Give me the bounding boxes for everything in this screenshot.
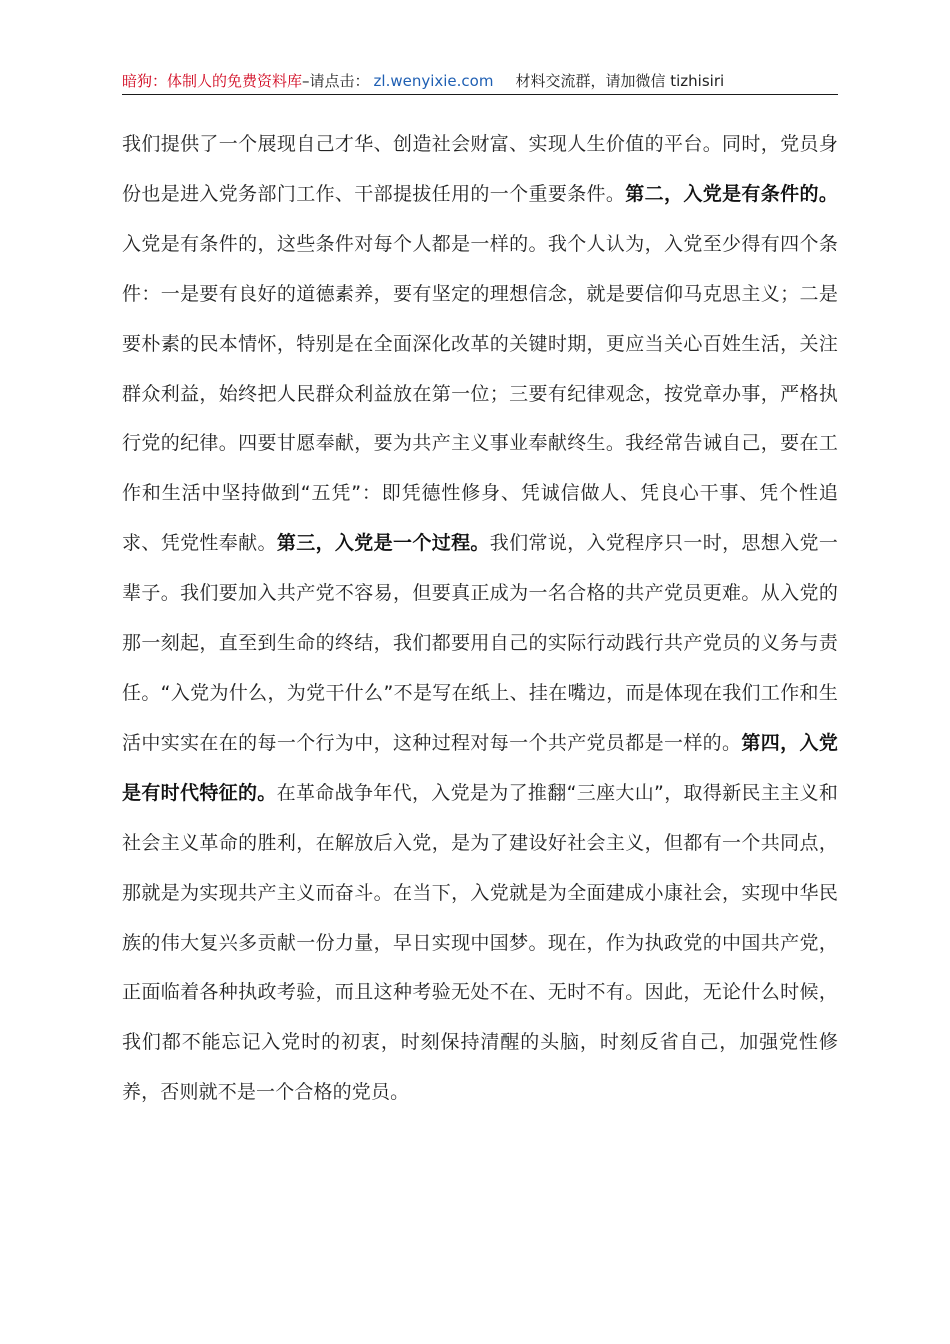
bold-heading-fourth: 第四，入党是有时代特征的。 bbox=[122, 731, 838, 804]
header-site-link[interactable]: 暗狗：体制人的免费资料库 bbox=[122, 72, 303, 90]
text-segment: 我们常说，入党程序只一时，思想入党一辈子。我们要加入共产党不容易，但要真正成为一名合格的共产党员更难。从入党的那一刻起，直至到生命的终结，我们都要用自己的实际行动践行共产党员的义务与责任。“入党为什么，为党干什么”不是写在纸上、挂在嘴边，而是体现在我们工作和生活中实实在在的每一个行为中，这种过程对每一个共产党员都是一样的。 bbox=[122, 532, 839, 754]
text-segment: 入党是有条件的，这些条件对每个人都是一样的。我个人认为，入党至少得有四个条件：一是要有良好的道德素养，要有坚定的理想信念，就是要信仰马克思主义；二是要朴素的民本情怀，特别是在全面深化改革的关键时期，更应当关心百姓生活，关注群众利益，始终把人民群众利益放在第一位；三要有纪律观念，按党章办事，严格执行党的纪律。四要甘愿奉献，要为共产主义事业奉献终生。我经常告诫自己，要在工作和生活中坚持做到“五凭”：即凭德性修身、凭诚信做人、凭良心干事、凭个性追求、凭党性奉献。 bbox=[122, 232, 838, 555]
header-group-text: 材料交流群，请加微信 tizhisiri bbox=[515, 72, 725, 90]
body-paragraph bbox=[122, 120, 838, 1118]
bold-heading-third: 第三，入党是一个过程。 bbox=[276, 532, 490, 555]
text-segment: 我们提供了一个展现自己才华、创造社会财富、实现人生价值的平台。同时，党员身份也是进入党务部门工作、干部提拔任用的一个重要条件。 bbox=[122, 133, 838, 205]
header-click-label: –请点击： bbox=[302, 72, 370, 90]
page-header bbox=[122, 68, 838, 95]
paragraph bbox=[122, 120, 838, 1118]
bold-heading-second: 第二，入党是有条件的。 bbox=[625, 182, 838, 205]
text-segment: 在革命战争年代，入党是为了推翻“三座大山”，取得新民主主义和社会主义革命的胜利，在解放后入党，是为了建设好社会主义，但都有一个共同点，那就是为实现共产主义而奋斗。在当下，入党就是为全面建成小康社会，实现中华民族的伟大复兴多贡献一份力量，早日实现中国梦。现在，作为执政党的中国共产党，正面临着各种执政考验，而且这种考验无处不在、无时不有。因此，无论什么时候，我们都不能忘记入党时的初衷，时刻保持清醒的头脑，时刻反省自己，加强党性修养，否则就不是一个合格的党员。 bbox=[122, 781, 838, 1104]
header-url-link[interactable]: zl.wenyixie.com bbox=[373, 72, 494, 90]
